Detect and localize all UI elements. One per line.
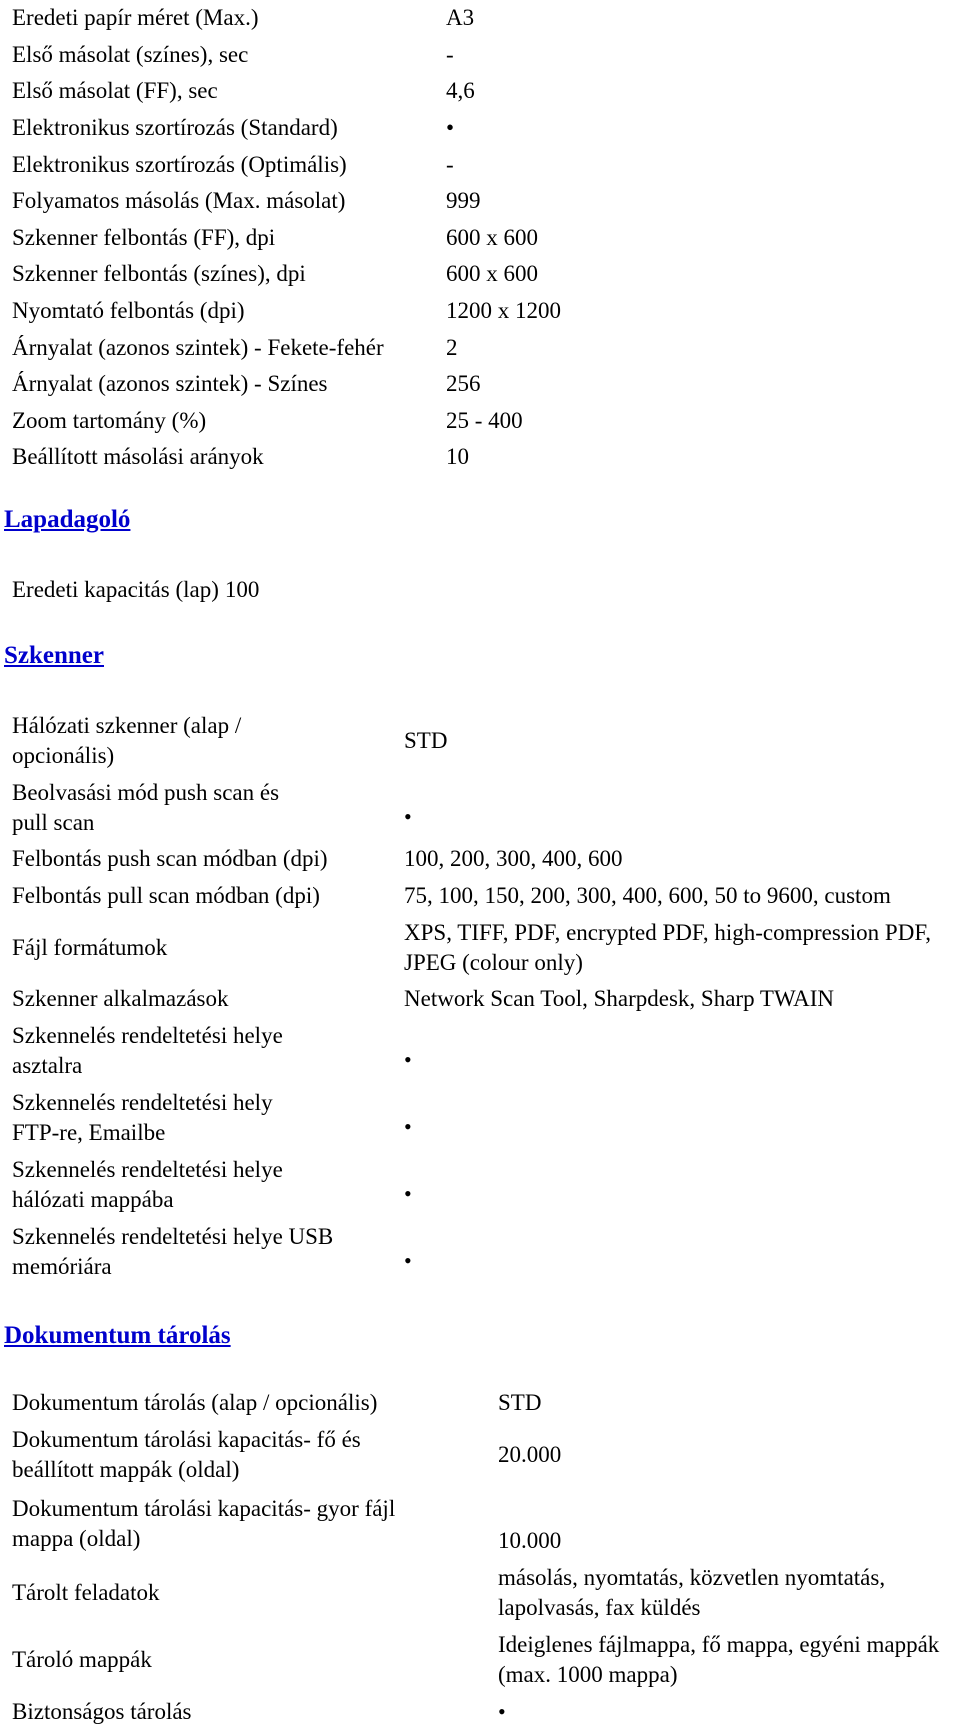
spec-label: Első másolat (FF), sec — [12, 73, 446, 110]
bullet-icon: • — [404, 802, 412, 832]
spec-label: Elektronikus szortírozás (Optimális) — [12, 146, 446, 183]
spec-label: Szkennelés rendeltetési helye asztalra — [12, 1018, 404, 1085]
spec-value: 600 x 600 — [446, 256, 561, 293]
spec-value — [404, 1219, 944, 1286]
spec-value: - — [446, 146, 561, 183]
spec-label: Beolvasási mód push scan és pull scan — [12, 774, 404, 841]
spec-label: Tároló mappák — [12, 1627, 498, 1694]
section-link-feeder[interactable]: Lapadagoló — [4, 506, 130, 534]
spec-value: 256 — [446, 366, 561, 403]
spec-label: Dokumentum tárolási kapacitás- gyor fájl mappa (oldal) — [12, 1489, 498, 1560]
spec-label: Első másolat (színes), sec — [12, 37, 446, 74]
table-row — [12, 403, 561, 440]
spec-label: Hálózati szkenner (alap / opcionális) — [12, 707, 404, 774]
spec-value: 1200 x 1200 — [446, 293, 561, 330]
table-row — [12, 914, 944, 981]
table-row — [12, 707, 944, 774]
spec-label: Felbontás push scan módban (dpi) — [12, 841, 404, 878]
spec-label: Folyamatos másolás (Max. másolat) — [12, 183, 446, 220]
table-row — [12, 37, 561, 74]
copier-spec-table — [12, 0, 561, 476]
table-row — [12, 1152, 944, 1219]
table-row — [12, 878, 944, 915]
spec-label: Szkennelés rendeltetési helye USB memóriára — [12, 1219, 404, 1286]
spec-value: • — [446, 110, 561, 147]
table-row — [12, 1422, 948, 1489]
table-row — [12, 1085, 944, 1152]
spec-label: Eredeti papír méret (Max.) — [12, 0, 446, 37]
table-row — [12, 1018, 944, 1085]
table-row — [12, 1489, 948, 1560]
spec-label: Zoom tartomány (%) — [12, 403, 446, 440]
table-row — [12, 256, 561, 293]
spec-value: STD — [498, 1385, 948, 1422]
spec-value: Network Scan Tool, Sharpdesk, Sharp TWAIN — [404, 981, 944, 1018]
spec-value — [404, 774, 944, 841]
feeder-spec-table — [12, 575, 259, 605]
scanner-spec-table — [12, 707, 944, 1286]
spec-label: Fájl formátumok — [12, 914, 404, 981]
table-row — [12, 110, 561, 147]
spec-label: Beállított másolási arányok — [12, 439, 446, 476]
spec-label: Tárolt feladatok — [12, 1560, 498, 1627]
table-row — [12, 575, 259, 605]
spec-label: Szkenner alkalmazások — [12, 981, 404, 1018]
spec-label: Biztonságos tárolás — [12, 1694, 498, 1730]
spec-value: 10.000 — [498, 1489, 948, 1560]
table-row — [12, 841, 944, 878]
spec-value: A3 — [446, 0, 561, 37]
spec-value: Ideiglenes fájlmappa, fő mappa, egyéni mappák (max. 1000 mappa) — [498, 1627, 948, 1694]
spec-value: STD — [404, 707, 944, 774]
spec-label: Árnyalat (azonos szintek) - Fekete-fehér — [12, 329, 446, 366]
spec-label: Felbontás pull scan módban (dpi) — [12, 878, 404, 915]
spec-value — [404, 1018, 944, 1085]
spec-value: 10 — [446, 439, 561, 476]
spec-value: másolás, nyomtatás, közvetlen nyomtatás, lapolvasás, fax küldés — [498, 1560, 948, 1627]
spec-value: - — [446, 37, 561, 74]
spec-value — [404, 1152, 944, 1219]
table-row — [12, 366, 561, 403]
spec-value: XPS, TIFF, PDF, encrypted PDF, high-compression PDF, JPEG (colour only) — [404, 914, 944, 981]
spec-value: 100 — [219, 575, 260, 605]
spec-label: Szkennelés rendeltetési helye hálózati mappába — [12, 1152, 404, 1219]
spec-value: 2 — [446, 329, 561, 366]
spec-label: Dokumentum tárolási kapacitás- fő és beállított mappák (oldal) — [12, 1422, 498, 1489]
spec-label: Nyomtató felbontás (dpi) — [12, 293, 446, 330]
spec-label: Eredeti kapacitás (lap) — [12, 575, 219, 605]
section-link-scanner[interactable]: Szkenner — [4, 642, 104, 670]
table-row — [12, 220, 561, 257]
table-row — [12, 73, 561, 110]
spec-label: Elektronikus szortírozás (Standard) — [12, 110, 446, 147]
spec-label: Szkennelés rendeltetési hely FTP-re, Emailbe — [12, 1085, 404, 1152]
spec-label: Szkenner felbontás (színes), dpi — [12, 256, 446, 293]
section-link-document-storage[interactable]: Dokumentum tárolás — [4, 1322, 231, 1350]
table-row — [12, 439, 561, 476]
spec-value — [404, 1085, 944, 1152]
spec-label: Dokumentum tárolás (alap / opcionális) — [12, 1385, 498, 1422]
spec-value: 20.000 — [498, 1422, 948, 1489]
table-row — [12, 183, 561, 220]
spec-value: 100, 200, 300, 400, 600 — [404, 841, 944, 878]
table-row — [12, 329, 561, 366]
bullet-icon: • — [404, 1045, 412, 1075]
table-row — [12, 1385, 948, 1422]
document-storage-spec-table — [12, 1385, 948, 1730]
bullet-icon: • — [404, 1179, 412, 1209]
table-row — [12, 293, 561, 330]
table-row — [12, 1219, 944, 1286]
spec-value: 25 - 400 — [446, 403, 561, 440]
spec-label: Árnyalat (azonos szintek) - Színes — [12, 366, 446, 403]
bullet-icon: • — [498, 1697, 506, 1727]
bullet-icon: • — [404, 1112, 412, 1142]
spec-value: 999 — [446, 183, 561, 220]
table-row — [12, 146, 561, 183]
table-row — [12, 1560, 948, 1627]
spec-label: Szkenner felbontás (FF), dpi — [12, 220, 446, 257]
spec-value: 75, 100, 150, 200, 300, 400, 600, 50 to 9600, custom — [404, 878, 944, 915]
table-row — [12, 0, 561, 37]
table-row — [12, 981, 944, 1018]
spec-value: 600 x 600 — [446, 220, 561, 257]
table-row — [12, 774, 944, 841]
bullet-icon: • — [404, 1246, 412, 1276]
table-row — [12, 1627, 948, 1694]
spec-value: 4,6 — [446, 73, 561, 110]
